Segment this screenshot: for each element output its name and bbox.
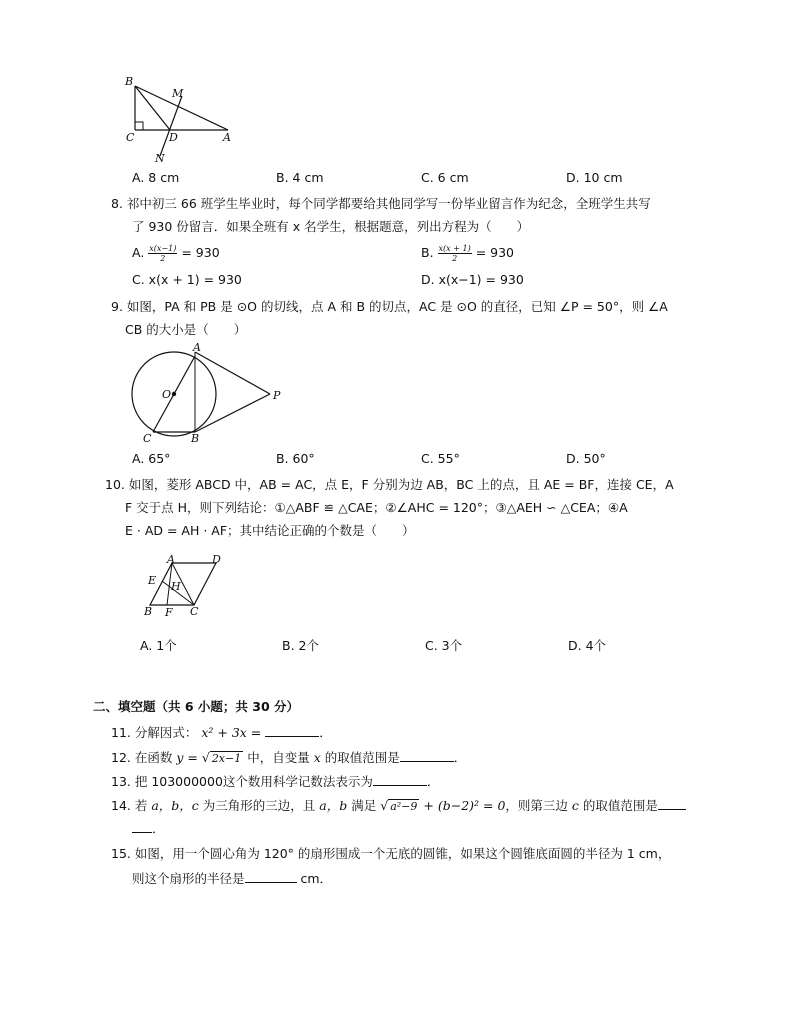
q15-line2-suffix: cm． (300, 871, 333, 886)
q10-label-C: C (190, 605, 199, 618)
q7-label-A: A (223, 131, 231, 144)
q7-right-angle-mark (135, 122, 143, 130)
q9-question-line1: 9. 如图，PA 和 PB 是 ⊙O 的切线，点 A 和 B 的切点，AC 是 ⊙O 的直径，已知 ∠P = 50°，则 ∠A (111, 299, 668, 314)
q12-expression: y = (176, 750, 198, 765)
q14-answer-blank-part1[interactable] (658, 797, 686, 810)
q10-rhombus-figure (140, 555, 230, 620)
q14-answer-blank-part2[interactable] (132, 820, 152, 833)
q9-option-c[interactable]: C. 55° (421, 451, 460, 466)
q10-question-line2: F 交于点 H，则下列结论：①△ABF ≌ △CAE；②∠AHC = 120°；③△AEH ∽ △CEA；④A (125, 500, 628, 515)
q11-suffix: ． (319, 725, 332, 740)
q8-option-a[interactable] (132, 242, 220, 264)
q9-label-A: A (193, 341, 201, 354)
q13-answer-blank[interactable] (373, 773, 427, 786)
q7-option-a[interactable]: A. 8 cm (132, 170, 180, 185)
q10-label-H: H (171, 580, 181, 593)
q15-answer-blank[interactable] (245, 870, 297, 883)
q12-end: ． (453, 750, 467, 765)
q14-suffix: 的取值范围是 (582, 798, 658, 813)
q8-option-b-denominator: 2 (452, 254, 458, 263)
q15-question-line2 (132, 870, 332, 887)
q8-option-a-prefix: A. (132, 245, 145, 260)
q12-question (111, 749, 466, 767)
q15-question-line1: 15. 如图，用一个圆心角为 120° 的扇形围成一个无底的圆锥，如果这个圆锥底面圆的半径为 1 cm， (111, 846, 671, 861)
q9-label-P: P (273, 389, 281, 402)
q9-question-line2: CB 的大小是（ ） (125, 322, 247, 337)
q9-tangent-PA (195, 352, 270, 394)
q14-question (111, 797, 686, 815)
q8-option-a-numerator: x(x−1) (149, 244, 177, 253)
q8-question-line2: 了 930 份留言．如果全班有 x 名学生，根据题意，列出方程为（ ） (132, 219, 530, 234)
q10-label-B: B (144, 605, 153, 618)
q14-variable: c (571, 798, 579, 813)
q10-option-b[interactable]: B. 2个 (282, 638, 319, 653)
q9-label-C: C (143, 432, 152, 445)
q8-option-b-prefix: B. (421, 245, 434, 260)
q13-question (111, 773, 439, 790)
q12-sqrt-sign: √ (201, 750, 210, 765)
q7-label-D: D (169, 131, 178, 144)
q14-mid3: ，则第三边 (505, 798, 568, 813)
q12-variable: x (313, 750, 321, 765)
q11-expression: x² + 3x = (201, 725, 262, 740)
q14-end: ． (152, 821, 165, 836)
q12-answer-blank[interactable] (400, 749, 454, 762)
q10-option-d[interactable]: D. 4个 (568, 638, 607, 653)
q13-text: 13. 把 103000000这个数用科学记数法表示为 (111, 774, 373, 789)
q10-label-D: D (212, 553, 221, 566)
q7-label-M: M (172, 87, 184, 100)
q7-label-N: N (155, 152, 165, 165)
q12-suffix: 的取值范围是 (324, 750, 400, 765)
q8-option-b[interactable] (421, 242, 514, 264)
q8-option-a-rest: = 930 (181, 245, 220, 260)
q7-option-c[interactable]: C. 6 cm (421, 170, 469, 185)
q8-option-c[interactable]: C. x(x + 1) = 930 (132, 272, 242, 287)
q11-answer-blank[interactable] (265, 724, 319, 737)
q9-tangent-PB (195, 394, 270, 432)
q10-option-a[interactable]: A. 1个 (140, 638, 177, 653)
q13-end: ． (426, 774, 440, 789)
q7-segment-BD (135, 86, 170, 130)
q12-radicand: 2x−1 (211, 752, 242, 765)
q9-option-d[interactable]: D. 50° (566, 451, 606, 466)
q10-question-line3: E · AD = AH · AF；其中结论正确的个数是（ ） (125, 523, 415, 538)
q10-option-c[interactable]: C. 3个 (425, 638, 463, 653)
q15-line2-prefix: 则这个扇形的半径是 (132, 871, 245, 886)
q7-option-b[interactable]: B. 4 cm (276, 170, 324, 185)
q9-label-O: O (162, 388, 172, 401)
q14-vars: a，b，c (151, 798, 199, 813)
q7-line-MN (160, 96, 182, 156)
q8-option-b-rest: = 930 (475, 245, 514, 260)
q9-circle-tangent-figure (125, 342, 290, 447)
q9-option-b[interactable]: B. 60° (276, 451, 315, 466)
q10-question-line1: 10. 如图，菱形 ABCD 中，AB = AC，点 E，F 分别为边 AB，BC 上的点，且 AE = BF，连接 CE，A (105, 477, 674, 492)
q8-option-a-fraction (148, 244, 177, 263)
q14-expression: + (b−2)² = 0 (423, 798, 506, 813)
q7-option-d[interactable]: D. 10 cm (566, 170, 623, 185)
q11-question (111, 724, 332, 741)
q14-prefix: 14. 若 (111, 798, 148, 813)
q10-label-A: A (167, 553, 175, 566)
q14-sqrt-sign: √ (380, 798, 389, 813)
q14-mid1: 为三角形的三边，且 (202, 798, 316, 813)
q14-radicand: a²−9 (390, 800, 418, 813)
q10-label-E: E (148, 574, 157, 587)
q8-option-d[interactable]: D. x(x−1) = 930 (421, 272, 524, 287)
q9-option-a[interactable]: A. 65° (132, 451, 171, 466)
q7-label-B: B (125, 75, 134, 88)
q7-triangle-figure (120, 76, 240, 168)
q9-label-B: B (191, 432, 200, 445)
q11-prefix: 11. 分解因式： (111, 725, 198, 740)
q14-continuation (132, 820, 165, 837)
q14-mid2: 满足 (351, 798, 377, 813)
q10-label-F: F (165, 606, 173, 619)
q8-option-b-numerator: x(x + 1) (438, 244, 471, 253)
section2-title: 二、填空题（共 6 小题；共 30 分） (93, 699, 300, 714)
q8-option-b-fraction (438, 244, 472, 263)
q7-label-C: C (126, 131, 135, 144)
q12-mid-text: 中，自变量 (247, 750, 310, 765)
q8-option-a-denominator: 2 (160, 254, 166, 263)
q12-prefix: 12. 在函数 (111, 750, 173, 765)
q9-center-dot (172, 392, 176, 396)
q8-question-line1: 8. 祁中初三 66 班学生毕业时，每个同学都要给其他同学写一份毕业留言作为纪念，全班学生共写 (111, 196, 651, 211)
q14-vars2: a，b (319, 798, 348, 813)
